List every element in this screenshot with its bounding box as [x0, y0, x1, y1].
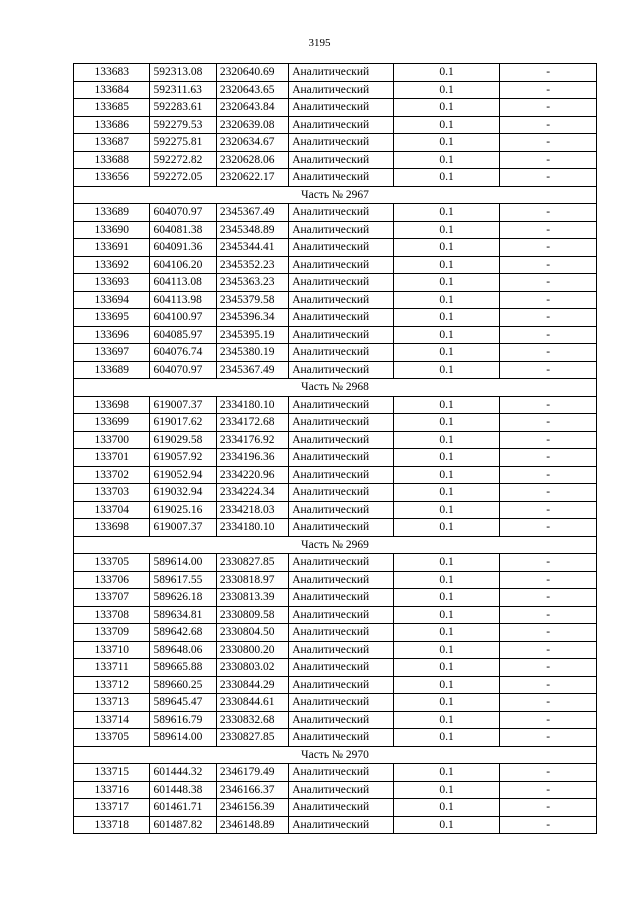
point-id-cell: 133704: [74, 501, 150, 519]
description-cell: -: [500, 344, 597, 362]
table-row: [74, 414, 597, 432]
y-coordinate-cell: 2330844.61: [216, 694, 288, 712]
accuracy-cell: 0.1: [393, 256, 500, 274]
accuracy-cell: 0.1: [393, 169, 500, 187]
table-row: [74, 484, 597, 502]
y-coordinate-cell: 2334172.68: [216, 414, 288, 432]
accuracy-cell: 0.1: [393, 344, 500, 362]
method-cell: Аналитический: [289, 99, 394, 117]
method-cell: Аналитический: [289, 519, 394, 537]
method-cell: Аналитический: [289, 676, 394, 694]
y-coordinate-cell: 2330827.85: [216, 554, 288, 572]
description-cell: -: [500, 676, 597, 694]
point-id-cell: 133685: [74, 99, 150, 117]
table-row: [74, 729, 597, 747]
accuracy-cell: 0.1: [393, 291, 500, 309]
accuracy-cell: 0.1: [393, 221, 500, 239]
method-cell: Аналитический: [289, 781, 394, 799]
table-row: [74, 431, 597, 449]
description-cell: -: [500, 396, 597, 414]
point-id-cell: 133705: [74, 729, 150, 747]
point-id-cell: 133684: [74, 81, 150, 99]
table-row: [74, 624, 597, 642]
point-id-cell: 133707: [74, 589, 150, 607]
y-coordinate-cell: 2345352.23: [216, 256, 288, 274]
point-id-cell: 133718: [74, 816, 150, 834]
y-coordinate-cell: 2334218.03: [216, 501, 288, 519]
point-id-cell: 133698: [74, 396, 150, 414]
table-row: [74, 816, 597, 834]
description-cell: -: [500, 256, 597, 274]
description-cell: -: [500, 764, 597, 782]
part-header: Часть № 2970: [74, 746, 597, 764]
x-coordinate-cell: 619052.94: [150, 466, 216, 484]
table-row: [74, 781, 597, 799]
point-id-cell: 133710: [74, 641, 150, 659]
table-row: [74, 204, 597, 222]
table-row: [74, 711, 597, 729]
method-cell: Аналитический: [289, 116, 394, 134]
x-coordinate-cell: 589634.81: [150, 606, 216, 624]
method-cell: Аналитический: [289, 799, 394, 817]
description-cell: -: [500, 431, 597, 449]
point-id-cell: 133693: [74, 274, 150, 292]
accuracy-cell: 0.1: [393, 484, 500, 502]
method-cell: Аналитический: [289, 274, 394, 292]
accuracy-cell: 0.1: [393, 151, 500, 169]
x-coordinate-cell: 604113.08: [150, 274, 216, 292]
part-header-row: [74, 746, 597, 764]
accuracy-cell: 0.1: [393, 799, 500, 817]
point-id-cell: 133702: [74, 466, 150, 484]
description-cell: -: [500, 291, 597, 309]
description-cell: -: [500, 274, 597, 292]
table-row: [74, 239, 597, 257]
method-cell: Аналитический: [289, 764, 394, 782]
description-cell: -: [500, 449, 597, 467]
point-id-cell: 133716: [74, 781, 150, 799]
page-number: 3195: [308, 37, 331, 49]
description-cell: -: [500, 641, 597, 659]
point-id-cell: 133695: [74, 309, 150, 327]
x-coordinate-cell: 604076.74: [150, 344, 216, 362]
method-cell: Аналитический: [289, 431, 394, 449]
x-coordinate-cell: 589614.00: [150, 554, 216, 572]
point-id-cell: 133694: [74, 291, 150, 309]
description-cell: -: [500, 64, 597, 82]
y-coordinate-cell: 2330844.29: [216, 676, 288, 694]
description-cell: -: [500, 659, 597, 677]
description-cell: -: [500, 361, 597, 379]
point-id-cell: 133683: [74, 64, 150, 82]
coordinates-table: [73, 63, 597, 834]
accuracy-cell: 0.1: [393, 816, 500, 834]
point-id-cell: 133686: [74, 116, 150, 134]
accuracy-cell: 0.1: [393, 624, 500, 642]
point-id-cell: 133709: [74, 624, 150, 642]
x-coordinate-cell: 592272.05: [150, 169, 216, 187]
y-coordinate-cell: 2346156.39: [216, 799, 288, 817]
table-row: [74, 519, 597, 537]
x-coordinate-cell: 589614.00: [150, 729, 216, 747]
accuracy-cell: 0.1: [393, 519, 500, 537]
table-row: [74, 221, 597, 239]
method-cell: Аналитический: [289, 694, 394, 712]
x-coordinate-cell: 601487.82: [150, 816, 216, 834]
method-cell: Аналитический: [289, 256, 394, 274]
point-id-cell: 133690: [74, 221, 150, 239]
accuracy-cell: 0.1: [393, 99, 500, 117]
y-coordinate-cell: 2334180.10: [216, 396, 288, 414]
x-coordinate-cell: 589616.79: [150, 711, 216, 729]
x-coordinate-cell: 601461.71: [150, 799, 216, 817]
x-coordinate-cell: 592272.82: [150, 151, 216, 169]
description-cell: -: [500, 694, 597, 712]
x-coordinate-cell: 589645.47: [150, 694, 216, 712]
method-cell: Аналитический: [289, 64, 394, 82]
accuracy-cell: 0.1: [393, 274, 500, 292]
description-cell: -: [500, 781, 597, 799]
accuracy-cell: 0.1: [393, 571, 500, 589]
y-coordinate-cell: 2334176.92: [216, 431, 288, 449]
table-row: [74, 606, 597, 624]
description-cell: -: [500, 799, 597, 817]
x-coordinate-cell: 592283.61: [150, 99, 216, 117]
point-id-cell: 133711: [74, 659, 150, 677]
description-cell: -: [500, 816, 597, 834]
point-id-cell: 133717: [74, 799, 150, 817]
y-coordinate-cell: 2320634.67: [216, 134, 288, 152]
x-coordinate-cell: 601448.38: [150, 781, 216, 799]
accuracy-cell: 0.1: [393, 554, 500, 572]
method-cell: Аналитический: [289, 291, 394, 309]
point-id-cell: 133700: [74, 431, 150, 449]
accuracy-cell: 0.1: [393, 81, 500, 99]
y-coordinate-cell: 2345396.34: [216, 309, 288, 327]
method-cell: Аналитический: [289, 449, 394, 467]
point-id-cell: 133687: [74, 134, 150, 152]
y-coordinate-cell: 2334224.34: [216, 484, 288, 502]
point-id-cell: 133691: [74, 239, 150, 257]
description-cell: -: [500, 204, 597, 222]
description-cell: -: [500, 116, 597, 134]
y-coordinate-cell: 2330818.97: [216, 571, 288, 589]
x-coordinate-cell: 604070.97: [150, 361, 216, 379]
x-coordinate-cell: 619017.62: [150, 414, 216, 432]
method-cell: Аналитический: [289, 134, 394, 152]
description-cell: -: [500, 221, 597, 239]
accuracy-cell: 0.1: [393, 659, 500, 677]
method-cell: Аналитический: [289, 221, 394, 239]
point-id-cell: 133703: [74, 484, 150, 502]
accuracy-cell: 0.1: [393, 204, 500, 222]
accuracy-cell: 0.1: [393, 431, 500, 449]
point-id-cell: 133689: [74, 204, 150, 222]
accuracy-cell: 0.1: [393, 676, 500, 694]
y-coordinate-cell: 2330800.20: [216, 641, 288, 659]
point-id-cell: 133696: [74, 326, 150, 344]
accuracy-cell: 0.1: [393, 501, 500, 519]
point-id-cell: 133714: [74, 711, 150, 729]
table-row: [74, 361, 597, 379]
x-coordinate-cell: 619025.16: [150, 501, 216, 519]
part-header-row: [74, 186, 597, 204]
y-coordinate-cell: 2320643.65: [216, 81, 288, 99]
table-row: [74, 659, 597, 677]
description-cell: -: [500, 151, 597, 169]
table-row: [74, 99, 597, 117]
x-coordinate-cell: 604070.97: [150, 204, 216, 222]
accuracy-cell: 0.1: [393, 606, 500, 624]
table-row: [74, 169, 597, 187]
table-row: [74, 694, 597, 712]
accuracy-cell: 0.1: [393, 64, 500, 82]
accuracy-cell: 0.1: [393, 711, 500, 729]
point-id-cell: 133701: [74, 449, 150, 467]
x-coordinate-cell: 619029.58: [150, 431, 216, 449]
x-coordinate-cell: 592275.81: [150, 134, 216, 152]
y-coordinate-cell: 2320622.17: [216, 169, 288, 187]
table-row: [74, 309, 597, 327]
description-cell: -: [500, 239, 597, 257]
table-row: [74, 326, 597, 344]
description-cell: -: [500, 606, 597, 624]
table-row: [74, 501, 597, 519]
x-coordinate-cell: 604113.98: [150, 291, 216, 309]
x-coordinate-cell: 589660.25: [150, 676, 216, 694]
description-cell: -: [500, 99, 597, 117]
y-coordinate-cell: 2345344.41: [216, 239, 288, 257]
table-row: [74, 554, 597, 572]
y-coordinate-cell: 2330803.02: [216, 659, 288, 677]
accuracy-cell: 0.1: [393, 449, 500, 467]
y-coordinate-cell: 2320643.84: [216, 99, 288, 117]
method-cell: Аналитический: [289, 554, 394, 572]
x-coordinate-cell: 619007.37: [150, 396, 216, 414]
description-cell: -: [500, 554, 597, 572]
description-cell: -: [500, 484, 597, 502]
point-id-cell: 133697: [74, 344, 150, 362]
method-cell: Аналитический: [289, 606, 394, 624]
y-coordinate-cell: 2345380.19: [216, 344, 288, 362]
method-cell: Аналитический: [289, 624, 394, 642]
point-id-cell: 133715: [74, 764, 150, 782]
x-coordinate-cell: 592313.08: [150, 64, 216, 82]
method-cell: Аналитический: [289, 729, 394, 747]
table-row: [74, 449, 597, 467]
point-id-cell: 133689: [74, 361, 150, 379]
table-row: [74, 151, 597, 169]
method-cell: Аналитический: [289, 309, 394, 327]
x-coordinate-cell: 604106.20: [150, 256, 216, 274]
method-cell: Аналитический: [289, 589, 394, 607]
point-id-cell: 133688: [74, 151, 150, 169]
method-cell: Аналитический: [289, 501, 394, 519]
x-coordinate-cell: 589642.68: [150, 624, 216, 642]
point-id-cell: 133708: [74, 606, 150, 624]
method-cell: Аналитический: [289, 571, 394, 589]
part-header: Часть № 2969: [74, 536, 597, 554]
accuracy-cell: 0.1: [393, 239, 500, 257]
method-cell: Аналитический: [289, 659, 394, 677]
point-id-cell: 133699: [74, 414, 150, 432]
y-coordinate-cell: 2330809.58: [216, 606, 288, 624]
y-coordinate-cell: 2330827.85: [216, 729, 288, 747]
accuracy-cell: 0.1: [393, 116, 500, 134]
method-cell: Аналитический: [289, 151, 394, 169]
table-row: [74, 134, 597, 152]
description-cell: -: [500, 466, 597, 484]
description-cell: -: [500, 169, 597, 187]
y-coordinate-cell: 2345367.49: [216, 361, 288, 379]
y-coordinate-cell: 2330813.39: [216, 589, 288, 607]
y-coordinate-cell: 2345363.23: [216, 274, 288, 292]
accuracy-cell: 0.1: [393, 309, 500, 327]
method-cell: Аналитический: [289, 641, 394, 659]
table-row: [74, 64, 597, 82]
y-coordinate-cell: 2330804.50: [216, 624, 288, 642]
y-coordinate-cell: 2345379.58: [216, 291, 288, 309]
y-coordinate-cell: 2345367.49: [216, 204, 288, 222]
y-coordinate-cell: 2320639.08: [216, 116, 288, 134]
description-cell: -: [500, 81, 597, 99]
part-header-row: [74, 536, 597, 554]
x-coordinate-cell: 592311.63: [150, 81, 216, 99]
x-coordinate-cell: 589626.18: [150, 589, 216, 607]
coordinates-table-body: [74, 64, 597, 834]
x-coordinate-cell: 604100.97: [150, 309, 216, 327]
x-coordinate-cell: 619007.37: [150, 519, 216, 537]
y-coordinate-cell: 2345348.89: [216, 221, 288, 239]
description-cell: -: [500, 711, 597, 729]
table-row: [74, 764, 597, 782]
accuracy-cell: 0.1: [393, 326, 500, 344]
x-coordinate-cell: 619057.92: [150, 449, 216, 467]
description-cell: -: [500, 729, 597, 747]
description-cell: -: [500, 501, 597, 519]
method-cell: Аналитический: [289, 484, 394, 502]
point-id-cell: 133692: [74, 256, 150, 274]
point-id-cell: 133698: [74, 519, 150, 537]
table-row: [74, 256, 597, 274]
y-coordinate-cell: 2346148.89: [216, 816, 288, 834]
x-coordinate-cell: 619032.94: [150, 484, 216, 502]
table-row: [74, 291, 597, 309]
accuracy-cell: 0.1: [393, 781, 500, 799]
accuracy-cell: 0.1: [393, 729, 500, 747]
method-cell: Аналитический: [289, 711, 394, 729]
description-cell: -: [500, 414, 597, 432]
accuracy-cell: 0.1: [393, 641, 500, 659]
method-cell: Аналитический: [289, 344, 394, 362]
table-row: [74, 641, 597, 659]
x-coordinate-cell: 604091.36: [150, 239, 216, 257]
method-cell: Аналитический: [289, 81, 394, 99]
point-id-cell: 133656: [74, 169, 150, 187]
y-coordinate-cell: 2346166.37: [216, 781, 288, 799]
part-header-row: [74, 379, 597, 397]
method-cell: Аналитический: [289, 816, 394, 834]
x-coordinate-cell: 604081.38: [150, 221, 216, 239]
y-coordinate-cell: 2334180.10: [216, 519, 288, 537]
x-coordinate-cell: 604085.97: [150, 326, 216, 344]
point-id-cell: 133712: [74, 676, 150, 694]
x-coordinate-cell: 589617.55: [150, 571, 216, 589]
table-row: [74, 396, 597, 414]
description-cell: -: [500, 309, 597, 327]
description-cell: -: [500, 519, 597, 537]
y-coordinate-cell: 2346179.49: [216, 764, 288, 782]
method-cell: Аналитический: [289, 169, 394, 187]
method-cell: Аналитический: [289, 204, 394, 222]
x-coordinate-cell: 589665.88: [150, 659, 216, 677]
method-cell: Аналитический: [289, 396, 394, 414]
x-coordinate-cell: 601444.32: [150, 764, 216, 782]
table-row: [74, 81, 597, 99]
accuracy-cell: 0.1: [393, 764, 500, 782]
table-row: [74, 274, 597, 292]
y-coordinate-cell: 2330832.68: [216, 711, 288, 729]
description-cell: -: [500, 326, 597, 344]
method-cell: Аналитический: [289, 414, 394, 432]
description-cell: -: [500, 571, 597, 589]
accuracy-cell: 0.1: [393, 396, 500, 414]
point-id-cell: 133706: [74, 571, 150, 589]
accuracy-cell: 0.1: [393, 361, 500, 379]
y-coordinate-cell: 2320640.69: [216, 64, 288, 82]
table-row: [74, 589, 597, 607]
y-coordinate-cell: 2320628.06: [216, 151, 288, 169]
method-cell: Аналитический: [289, 466, 394, 484]
table-row: [74, 466, 597, 484]
table-row: [74, 344, 597, 362]
table-row: [74, 116, 597, 134]
y-coordinate-cell: 2334196.36: [216, 449, 288, 467]
accuracy-cell: 0.1: [393, 694, 500, 712]
table-row: [74, 799, 597, 817]
x-coordinate-cell: 589648.06: [150, 641, 216, 659]
accuracy-cell: 0.1: [393, 134, 500, 152]
y-coordinate-cell: 2345395.19: [216, 326, 288, 344]
table-row: [74, 571, 597, 589]
x-coordinate-cell: 592279.53: [150, 116, 216, 134]
description-cell: -: [500, 589, 597, 607]
description-cell: -: [500, 134, 597, 152]
accuracy-cell: 0.1: [393, 466, 500, 484]
point-id-cell: 133705: [74, 554, 150, 572]
description-cell: -: [500, 624, 597, 642]
table-row: [74, 676, 597, 694]
part-header: Часть № 2968: [74, 379, 597, 397]
point-id-cell: 133713: [74, 694, 150, 712]
y-coordinate-cell: 2334220.96: [216, 466, 288, 484]
part-header: Часть № 2967: [74, 186, 597, 204]
accuracy-cell: 0.1: [393, 414, 500, 432]
method-cell: Аналитический: [289, 326, 394, 344]
method-cell: Аналитический: [289, 239, 394, 257]
accuracy-cell: 0.1: [393, 589, 500, 607]
method-cell: Аналитический: [289, 361, 394, 379]
